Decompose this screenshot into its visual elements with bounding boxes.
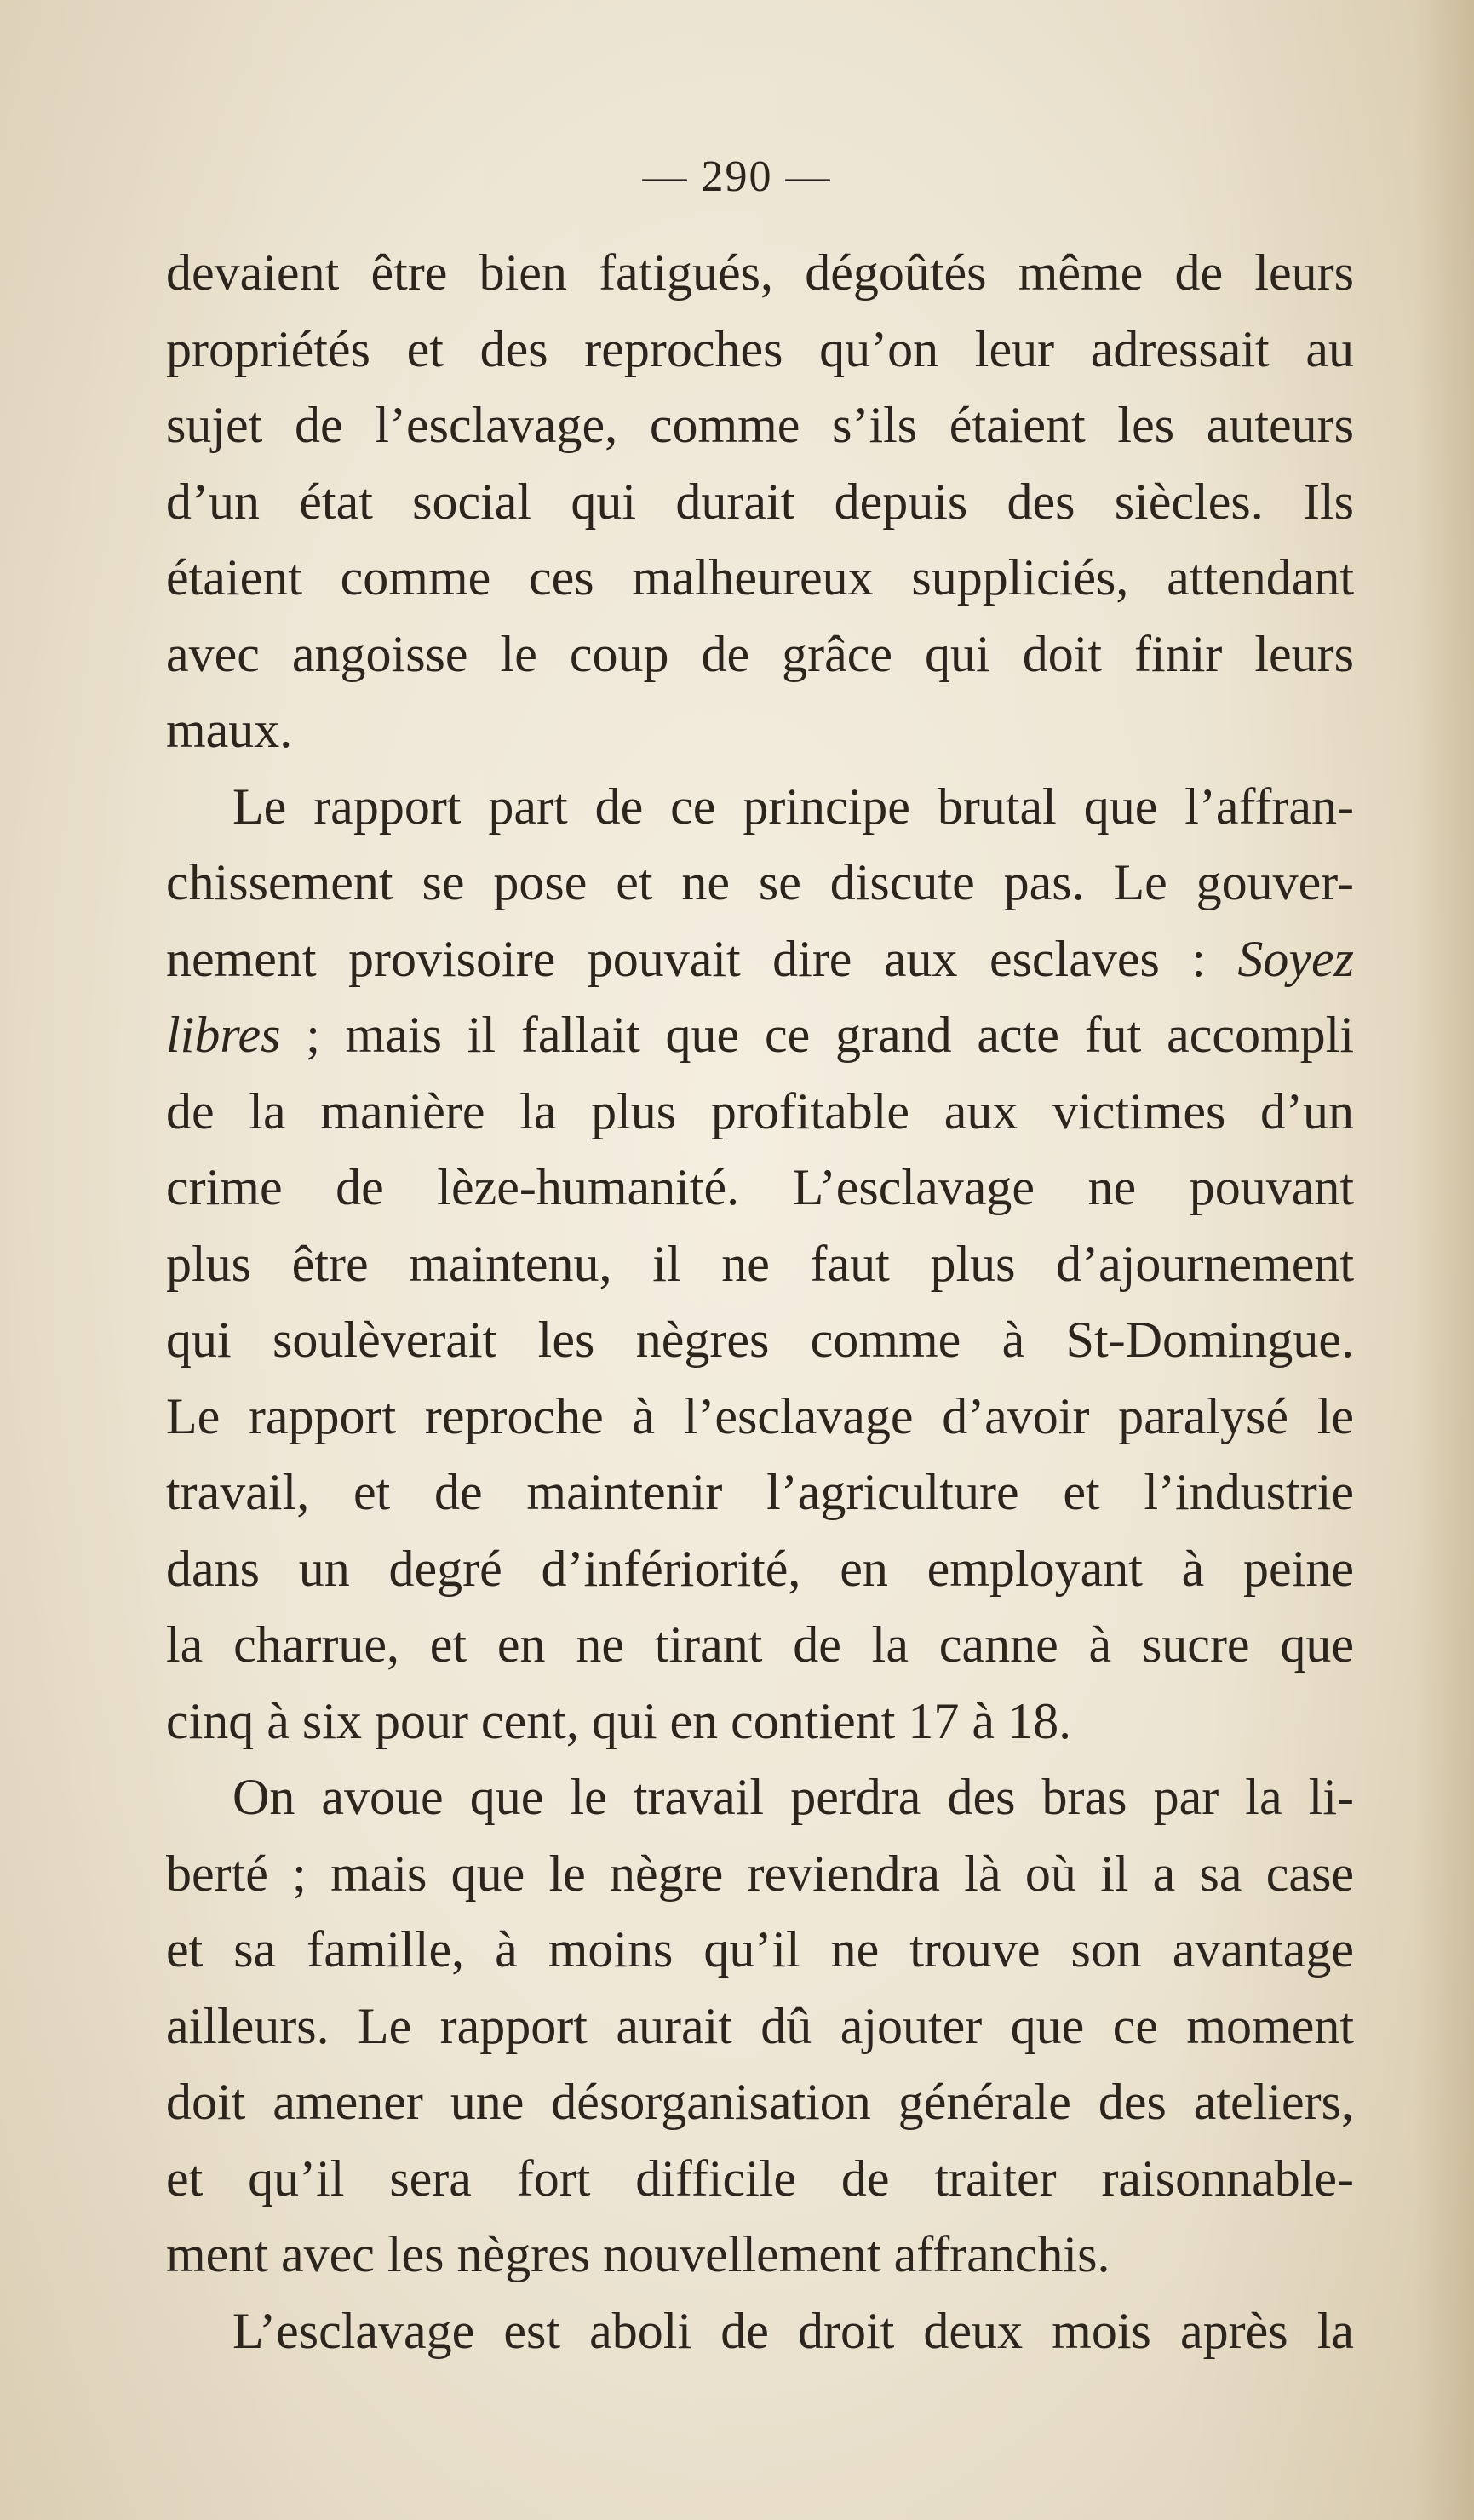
text-line: dans un degré d’infériorité, en employant à peine <box>166 1540 1354 1597</box>
text-line: Le rapport part de ce principe brutal que l’affran- <box>232 778 1354 835</box>
page-number: — 290 — <box>642 152 832 201</box>
text-line: On avoue que le travail perdra des bras par la li- <box>232 1769 1354 1825</box>
text-line: crime de lèze-humanité. L’esclavage ne pouvant <box>166 1159 1354 1215</box>
text-line: de la manière la plus profitable aux victimes d’un <box>166 1082 1354 1139</box>
text-line: Le rapport reproche à l’esclavage d’avoir paralysé le <box>166 1387 1354 1444</box>
text-line: berté ; mais que le nègre reviendra là où il a sa case <box>166 1845 1354 1902</box>
text-line: devaient être bien fatigués, dégoûtés même de leurs <box>166 244 1354 301</box>
text-segment: ; mais il fallait que ce grand acte fut accompli <box>306 1007 1355 1063</box>
text-line: sujet de l’esclavage, comme s’ils étaient les auteurs <box>166 397 1354 453</box>
text-line: cinq à six pour cent, qui en contient 17 à 18. <box>166 1692 1072 1749</box>
text-line-with-italic <box>166 997 1354 1074</box>
text-line: maux. <box>166 702 293 758</box>
text-line: étaient comme ces malheureux suppliciés, attendant <box>166 549 1354 606</box>
text-line: plus être maintenu, il ne faut plus d’ajournement <box>166 1235 1354 1292</box>
text-line: et sa famille, à moins qu’il ne trouve son avantage <box>166 1921 1354 1978</box>
text-line: la charrue, et en ne tirant de la canne à sucre que <box>166 1616 1354 1673</box>
text-line: d’un état social qui durait depuis des siècles. Ils <box>166 473 1354 530</box>
text-line: chissement se pose et ne se discute pas. Le gouver- <box>166 854 1354 910</box>
text-line: avec angoisse le coup de grâce qui doit finir leurs <box>166 625 1354 682</box>
text-line: qui soulèverait les nègres comme à St-Domingue. <box>166 1312 1354 1368</box>
text-line: propriétés et des reproches qu’on leur adressait au <box>166 320 1354 377</box>
text-line: L’esclavage est aboli de droit deux mois après la <box>232 2302 1354 2359</box>
page-edge-shadow <box>1414 0 1474 2520</box>
text-segment: nement provisoire pouvait dire aux esclaves : <box>166 930 1238 987</box>
text-line: et qu’il sera fort difficile de traiter raisonnable- <box>166 2150 1354 2207</box>
text-line: doit amener une désorganisation générale des ateliers, <box>166 2074 1354 2130</box>
italic-word: libres <box>166 1007 281 1063</box>
text-line: ment avec les nègres nouvellement affranchis. <box>166 2226 1110 2282</box>
text-line: travail, et de maintenir l’agriculture et l’industrie <box>166 1464 1354 1520</box>
text-line: ailleurs. Le rapport aurait dû ajouter que ce moment <box>166 1997 1354 2054</box>
italic-word: Soyez <box>1237 930 1354 987</box>
body-text <box>166 235 1354 2369</box>
text-line-with-italic <box>166 921 1354 998</box>
